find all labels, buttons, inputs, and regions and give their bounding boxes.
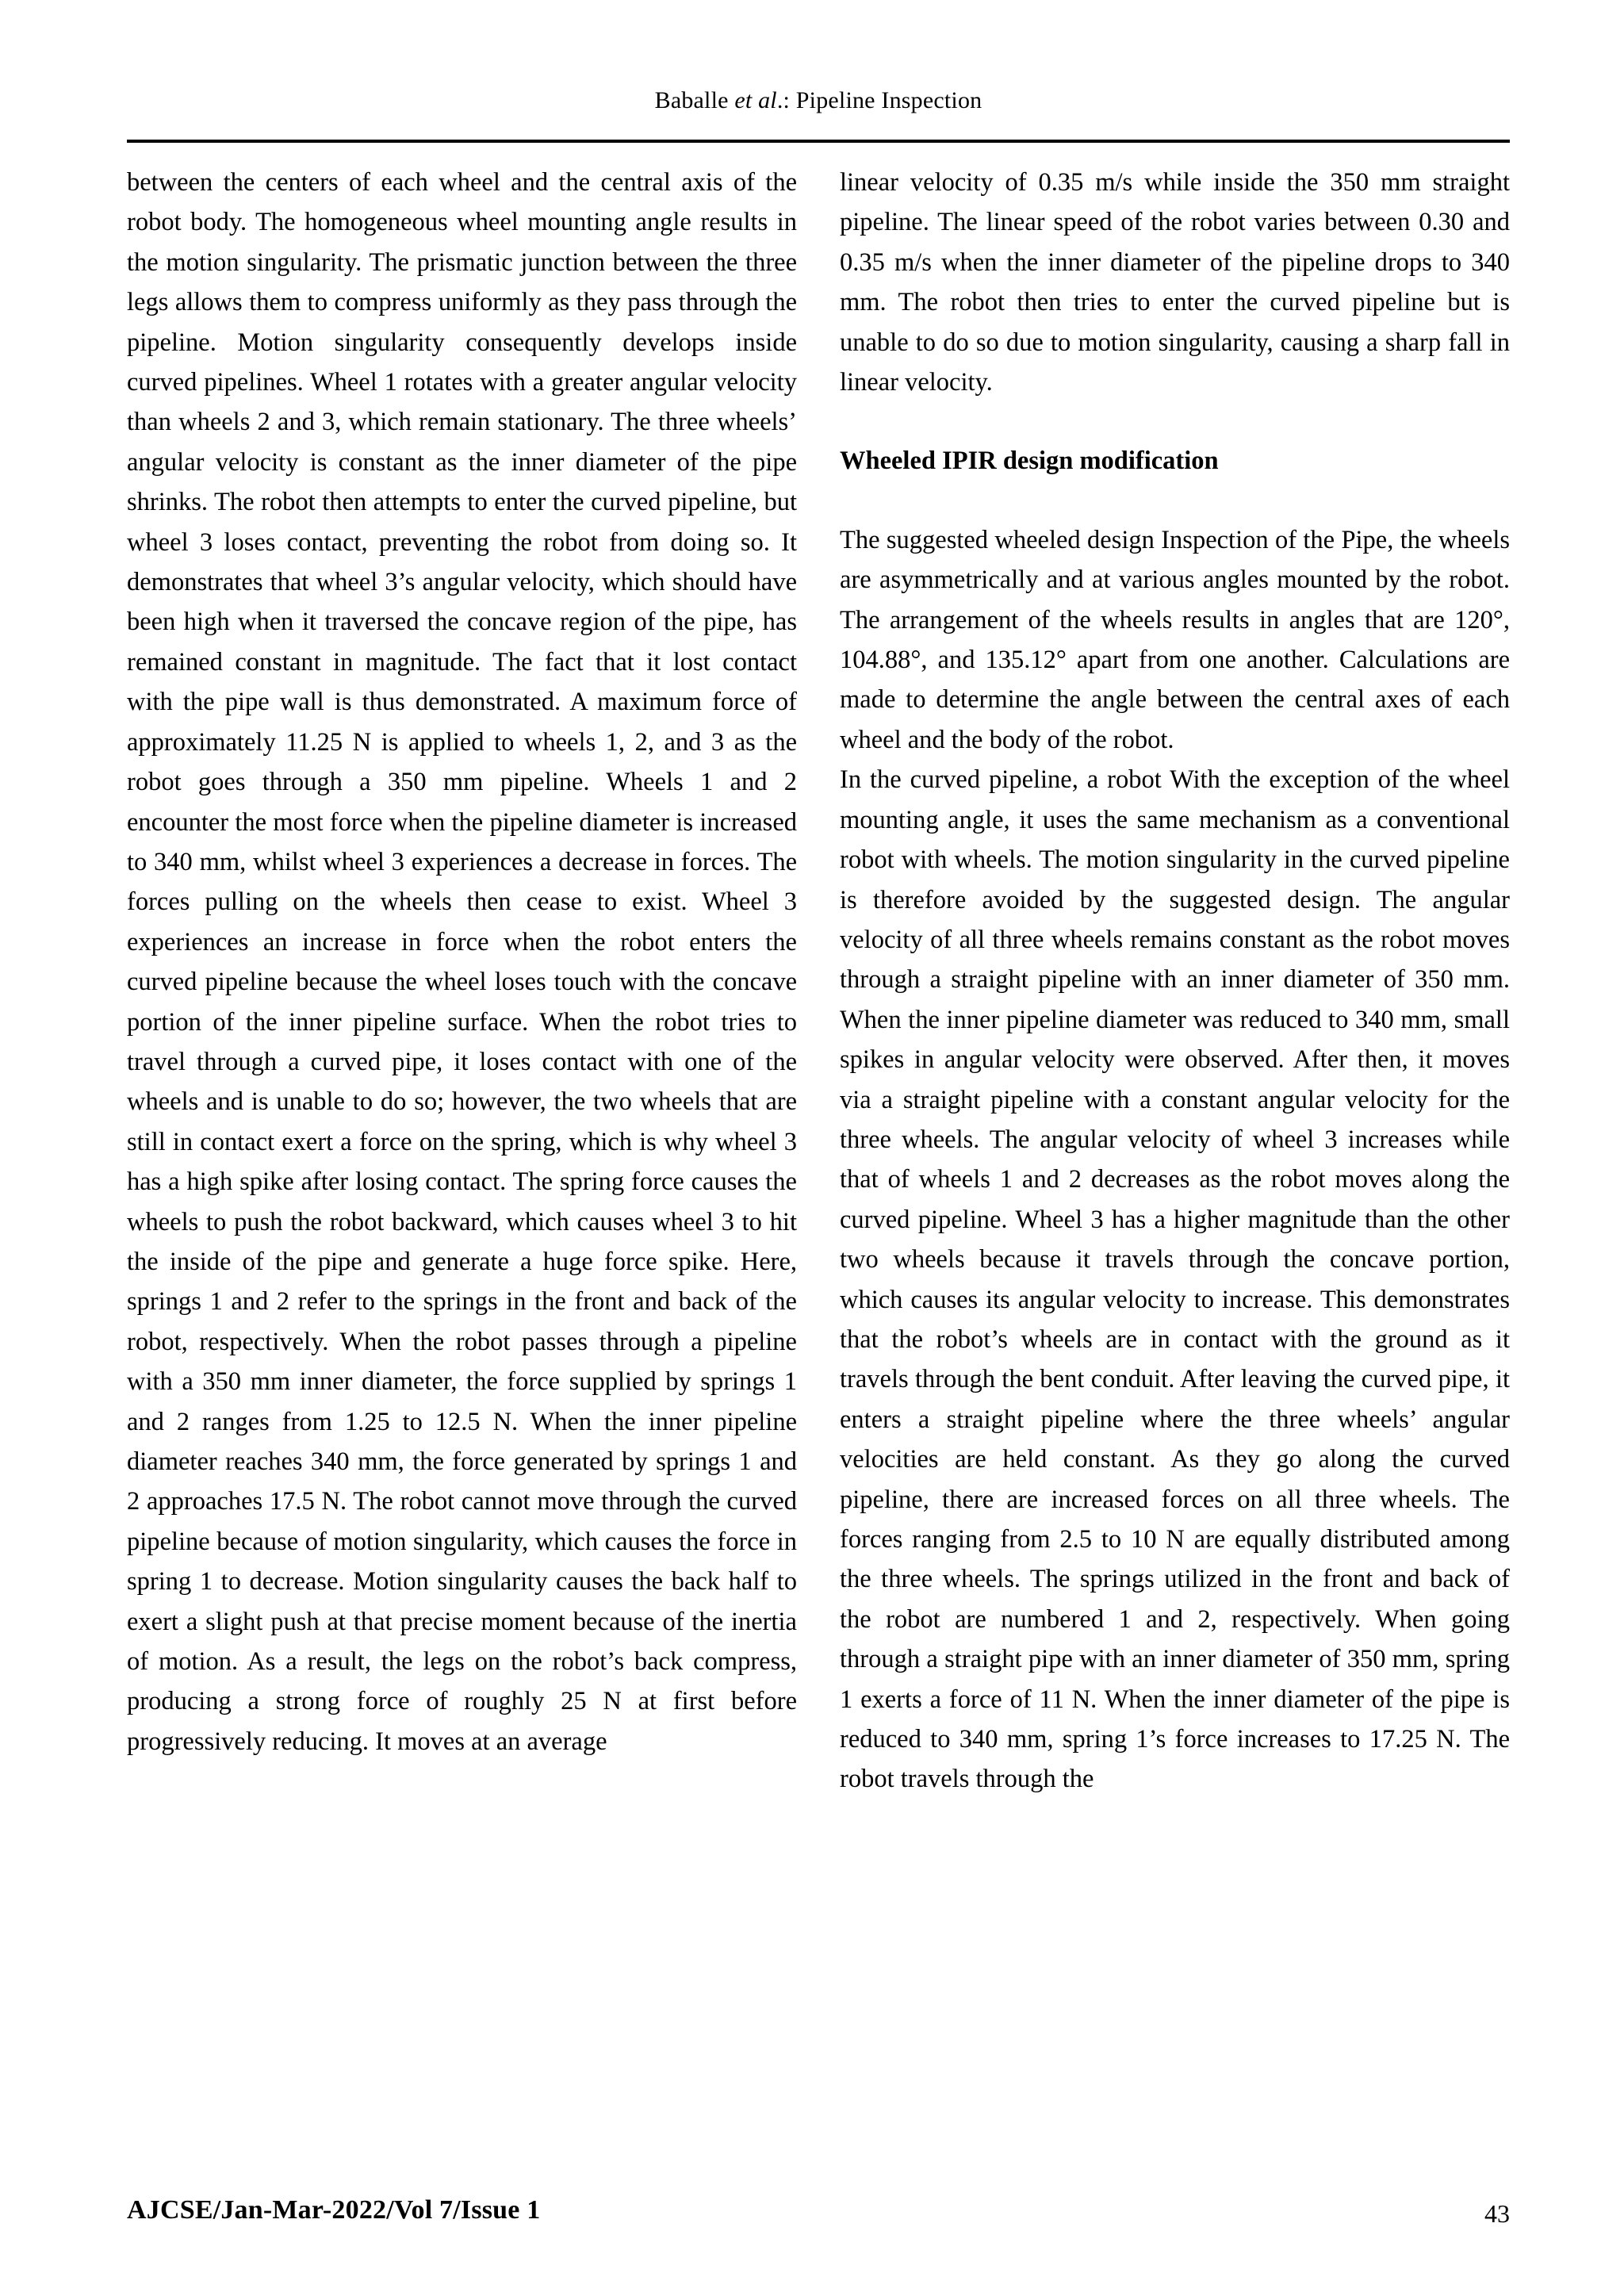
section-heading-wheeled-ipir: Wheeled IPIR design modification xyxy=(840,447,1219,476)
left-column-paragraph-1: between the centers of each wheel and the central axis of the robot body. The homogeneous wheel mounting angle results in the motion singularity. The prismatic junction between the three legs allows them to compress uniformly as they pass through the pipeline. Motion singularity consequently develops inside curved pipelines. Wheel 1 rotates with a greater angular velocity than wheels 2 and 3, which remain stationary. The three wheels’ angular velocity is constant as the inner diameter of the pipe shrinks. The robot then attempts to enter the curved pipeline, but wheel 3 loses contact, preventing the robot from doing so. It demonstrates that wheel 3’s angular velocity, which should have been high when it traversed the concave region of the pipe, has remained constant in magnitude. The fact that it lost contact with the pipe wall is thus demonstrated. A maximum force of approximately 11.25 N is applied to wheels 1, 2, and 3 as the robot goes through a 350 mm pipeline. Wheels 1 and 2 encounter the most force when the pipeline diameter is increased to 340 mm, whilst wheel 3 experiences a decrease in forces. The forces pulling on the wheels then cease to exist. Wheel 3 experiences an increase in force when the robot enters the curved pipeline because the wheel loses touch with the concave portion of the inner pipeline surface. When the robot tries to travel through a curved pipe, it loses contact with one of the wheels and is unable to do so; however, the two wheels that are still in contact exert a force on the spring, which is why wheel 3 has a high spike after losing contact. The spring force causes the wheels to push the robot backward, which causes wheel 3 to hit the inside of the pipe and generate a huge force spike. Here, springs 1 and 2 refer to the springs in the front and back of the robot, respectively. When the robot passes through a pipeline with a 350 mm inner diameter, the force supplied by springs 1 and 2 ranges from 1.25 to 12.5 N. When the inner pipeline diameter reaches 340 mm, the force generated by springs 1 and 2 approaches 17.5 N. The robot cannot move through the curved pipeline because of motion singularity, which causes the force in spring 1 to decrease. Motion singularity causes the back half to exert a slight push at that precise moment because of the inertia of motion. As a result, the legs on the robot’s back compress, producing a strong force of roughly 25 N at first before progressively reducing. It moves at an average xyxy=(127,168,797,1756)
footer-page-number: 43 xyxy=(1484,2199,1510,2228)
heading-spacer-bottom xyxy=(840,481,1510,520)
footer-journal-line: AJCSE/Jan-Mar-2022/Vol 7/Issue 1 xyxy=(127,2195,541,2225)
running-head-author: Baballe xyxy=(654,87,735,113)
body-columns xyxy=(127,163,1510,2137)
right-column-paragraph-2: The suggested wheeled design Inspection of the Pipe, the wheels are asymmetrically and at various angles mounted by the robot. The arrangement of the wheels results in angles that are 120°, 104.88°, and 135.12° apart from one another. Calculations are made to determine the angle between the central axes of each wheel and the body of the robot. xyxy=(840,525,1510,754)
heading-spacer-top xyxy=(840,402,1510,441)
running-head-title: .: Pipeline Inspection xyxy=(776,87,982,113)
running-head-et-al: et al xyxy=(734,87,777,113)
right-column-paragraph-1: linear velocity of 0.35 m/s while inside the 350 mm straight pipeline. The linear speed of the robot varies between 0.30 and 0.35 m/s when the inner diameter of the pipeline drops to 340 mm. The robot then tries to enter the curved pipeline but is unable to do so due to motion singularity, causing a sharp fall in linear velocity. xyxy=(840,168,1510,397)
right-column xyxy=(840,163,1510,2137)
running-head xyxy=(127,86,1510,116)
header-rule xyxy=(127,140,1510,143)
right-column-paragraph-3: In the curved pipeline, a robot With the exception of the wheel mounting angle, it uses the same mechanism as a conventional robot with wheels. The motion singularity in the curved pipeline is therefore avoided by the suggested design. The angular velocity of all three wheels remains constant as the robot moves through a straight pipeline with an inner diameter of 350 mm. When the inner pipeline diameter was reduced to 340 mm, small spikes in angular velocity were observed. After then, it moves via a straight pipeline with a constant angular velocity for the three wheels. The angular velocity of wheel 3 increases while that of wheels 1 and 2 decreases as the robot moves along the curved pipeline. Wheel 3 has a higher magnitude than the other two wheels because it travels through the concave portion, which causes its angular velocity to increase. This demonstrates that the robot’s wheels are in contact with the ground as it travels through the bent conduit. After leaving the curved pipe, it enters a straight pipeline where the three wheels’ angular velocities are held constant. As they go along the curved pipeline, there are increased forces on all three wheels. The forces ranging from 2.5 to 10 N are equally distributed among the three wheels. The springs utilized in the front and back of the robot are numbered 1 and 2, respectively. When going through a straight pipe with an inner diameter of 350 mm, spring 1 exerts a force of 11 N. When the inner diameter of the pipe is reduced to 340 mm, spring 1’s force increases to 17.25 N. The robot travels through the xyxy=(840,765,1510,1794)
left-column xyxy=(127,163,797,2137)
